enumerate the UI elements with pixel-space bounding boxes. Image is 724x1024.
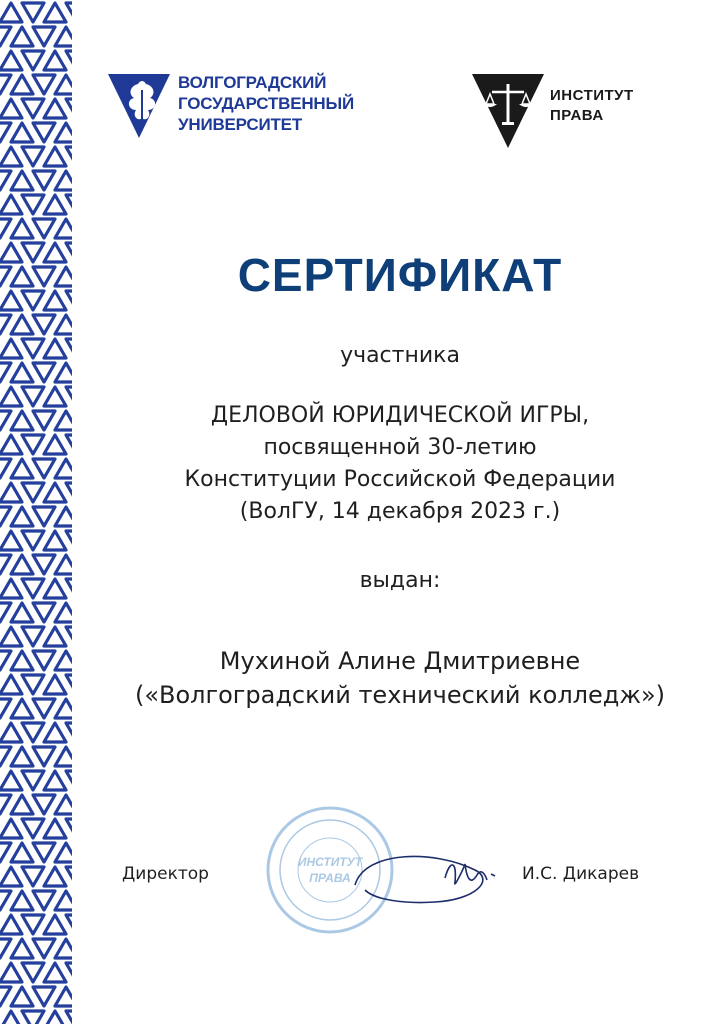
pattern-triangle	[22, 819, 44, 838]
volgsu-logo	[108, 70, 408, 142]
pattern-triangle	[66, 627, 72, 646]
pattern-triangle	[44, 963, 66, 982]
event-line: ДЕЛОВОЙ ЮРИДИЧЕСКОЙ ИГРЫ,	[210, 403, 590, 428]
svg-text:ПРАВА: ПРАВА	[309, 871, 351, 885]
pattern-triangle	[22, 579, 44, 598]
pattern-triangle	[0, 651, 11, 670]
pattern-triangle	[55, 891, 72, 910]
pattern-triangle	[0, 219, 11, 238]
pattern-triangle	[55, 411, 72, 430]
pattern-triangle	[66, 579, 72, 598]
pattern-triangle	[22, 195, 44, 214]
event-line: (ВолГУ, 14 декабря 2023 г.)	[239, 499, 561, 524]
pattern-triangle	[11, 939, 33, 958]
pattern-triangle	[0, 51, 22, 70]
pattern-triangle	[22, 867, 44, 886]
pattern-triangle	[0, 795, 11, 814]
pattern-triangle	[55, 315, 72, 334]
pattern-triangle	[44, 723, 66, 742]
pattern-triangle	[44, 291, 66, 310]
pattern-triangle	[55, 699, 72, 718]
pattern-triangle	[0, 699, 11, 718]
pattern-triangle	[22, 771, 44, 790]
pattern-triangle	[55, 75, 72, 94]
recipient	[110, 644, 690, 712]
pattern-triangle	[55, 171, 72, 190]
pattern-triangle	[33, 891, 55, 910]
pattern-triangle	[33, 75, 55, 94]
pattern-triangle	[22, 1011, 44, 1024]
pattern-triangle	[44, 867, 66, 886]
pattern-triangle	[11, 603, 33, 622]
pattern-triangle	[0, 339, 22, 358]
pattern-triangle	[33, 315, 55, 334]
pattern-triangle	[11, 795, 33, 814]
oak-leaf-logo-icon	[108, 70, 170, 138]
pattern-triangle	[44, 1011, 66, 1024]
pattern-triangle	[11, 363, 33, 382]
pattern-triangle	[55, 843, 72, 862]
pattern-triangle	[22, 675, 44, 694]
pattern-triangle	[44, 531, 66, 550]
pattern-triangle	[22, 3, 44, 22]
pattern-triangle	[0, 147, 22, 166]
pattern-triangle	[0, 483, 22, 502]
pattern-triangle	[44, 579, 66, 598]
issued-label: выдан:	[359, 568, 441, 593]
pattern-triangle	[66, 387, 72, 406]
event-line: Конституции Российской Федерации	[184, 467, 616, 492]
pattern-triangle	[33, 267, 55, 286]
pattern-triangle	[0, 291, 22, 310]
director-name: И.С. Дикарев	[522, 864, 640, 884]
pattern-triangle	[66, 963, 72, 982]
pattern-triangle	[66, 867, 72, 886]
pattern-triangle	[66, 915, 72, 934]
pattern-triangle	[33, 939, 55, 958]
pattern-triangle	[0, 75, 11, 94]
pattern-triangle	[11, 699, 33, 718]
pattern-triangle	[44, 339, 66, 358]
pattern-triangle	[44, 483, 66, 502]
pattern-triangle	[0, 363, 11, 382]
pattern-triangle	[0, 675, 22, 694]
pattern-triangle	[0, 531, 22, 550]
pattern-triangle	[0, 723, 22, 742]
university-name: ВОЛГОГРАДСКИЙ ГОСУДАРСТВЕННЫЙ УНИВЕРСИТЕТ	[178, 73, 354, 134]
pattern-triangle	[55, 651, 72, 670]
pattern-triangle	[55, 123, 72, 142]
pattern-triangle	[66, 483, 72, 502]
event-description	[110, 400, 690, 528]
pattern-triangle	[0, 387, 22, 406]
pattern-triangle	[44, 675, 66, 694]
pattern-triangle	[11, 843, 33, 862]
pattern-triangle	[11, 315, 33, 334]
handwritten-signature-icon	[345, 830, 525, 920]
pattern-triangle	[66, 1011, 72, 1024]
pattern-triangle	[22, 243, 44, 262]
pattern-triangle	[66, 435, 72, 454]
pattern-triangle	[44, 771, 66, 790]
pattern-triangle	[22, 627, 44, 646]
pattern-triangle	[22, 99, 44, 118]
pattern-triangle	[44, 819, 66, 838]
pattern-triangle	[0, 171, 11, 190]
pattern-triangle	[0, 867, 22, 886]
institute-name: ИНСТИТУТ ПРАВА	[550, 87, 634, 124]
certificate-title: СЕРТИФИКАТ	[237, 249, 563, 301]
recipient-organization: («Волгоградский технический колледж»)	[134, 681, 666, 709]
pattern-triangle	[33, 651, 55, 670]
pattern-triangle	[0, 603, 11, 622]
pattern-triangle	[66, 771, 72, 790]
pattern-triangle	[11, 891, 33, 910]
pattern-triangle	[33, 507, 55, 526]
pattern-triangle	[22, 531, 44, 550]
pattern-triangle	[0, 939, 11, 958]
pattern-triangle	[0, 963, 22, 982]
pattern-triangle	[0, 411, 11, 430]
pattern-triangle	[66, 819, 72, 838]
pattern-triangle	[11, 411, 33, 430]
pattern-triangle	[0, 747, 11, 766]
svg-text:ИНСТИТУТ: ИНСТИТУТ	[297, 855, 363, 869]
signature-block	[100, 800, 700, 940]
pattern-triangle	[33, 699, 55, 718]
pattern-triangle	[22, 483, 44, 502]
pattern-triangle	[11, 555, 33, 574]
pattern-triangle	[44, 387, 66, 406]
pattern-triangle	[33, 123, 55, 142]
pattern-triangle	[0, 555, 11, 574]
pattern-triangle	[11, 747, 33, 766]
pattern-triangle	[55, 795, 72, 814]
pattern-triangle	[22, 387, 44, 406]
pattern-triangle	[0, 987, 11, 1006]
pattern-triangle	[11, 75, 33, 94]
pattern-triangle	[33, 555, 55, 574]
pattern-triangle	[33, 603, 55, 622]
pattern-triangle	[33, 363, 55, 382]
pattern-triangle	[33, 843, 55, 862]
pattern-triangle	[0, 3, 22, 22]
pattern-triangle	[44, 915, 66, 934]
pattern-triangle	[55, 27, 72, 46]
pattern-triangle	[22, 147, 44, 166]
pattern-triangle	[22, 51, 44, 70]
pattern-triangle	[0, 1011, 22, 1024]
pattern-triangle	[66, 195, 72, 214]
pattern-triangle	[44, 195, 66, 214]
pattern-triangle	[66, 51, 72, 70]
pattern-triangle	[44, 3, 66, 22]
pattern-triangle	[11, 27, 33, 46]
pattern-triangle	[11, 459, 33, 478]
pattern-triangle	[22, 963, 44, 982]
pattern-triangle	[44, 435, 66, 454]
pattern-triangle	[0, 771, 22, 790]
pattern-triangle	[66, 723, 72, 742]
pattern-triangle	[55, 459, 72, 478]
recipient-name: Мухиной Алине Дмитриевне	[219, 647, 581, 675]
pattern-triangle	[0, 243, 22, 262]
pattern-triangle	[55, 219, 72, 238]
pattern-triangle	[0, 459, 11, 478]
pattern-triangle	[55, 603, 72, 622]
pattern-triangle	[22, 723, 44, 742]
pattern-triangle	[0, 507, 11, 526]
pattern-triangle	[11, 987, 33, 1006]
pattern-triangle	[22, 915, 44, 934]
pattern-triangle	[11, 267, 33, 286]
pattern-triangle	[0, 435, 22, 454]
pattern-triangle	[66, 531, 72, 550]
pattern-triangle	[0, 627, 22, 646]
pattern-triangle	[66, 243, 72, 262]
pattern-triangle	[33, 747, 55, 766]
pattern-triangle	[33, 27, 55, 46]
pattern-triangle	[33, 795, 55, 814]
pattern-triangle	[0, 915, 22, 934]
pattern-triangle	[44, 51, 66, 70]
law-institute-logo	[472, 72, 672, 152]
pattern-triangle	[22, 291, 44, 310]
pattern-triangle	[55, 555, 72, 574]
pattern-triangle	[33, 171, 55, 190]
pattern-triangle	[33, 411, 55, 430]
pattern-triangle	[55, 363, 72, 382]
pattern-triangle	[66, 147, 72, 166]
pattern-triangle	[0, 195, 22, 214]
event-line: посвященной 30-летию	[263, 435, 537, 460]
pattern-triangle	[0, 579, 22, 598]
pattern-triangle	[33, 219, 55, 238]
pattern-triangle	[0, 123, 11, 142]
pattern-triangle	[11, 651, 33, 670]
pattern-triangle	[11, 123, 33, 142]
pattern-triangle	[0, 819, 22, 838]
pattern-triangle	[11, 171, 33, 190]
scales-of-justice-logo-icon	[472, 72, 544, 150]
pattern-triangle	[44, 147, 66, 166]
decorative-triangle-pattern	[0, 0, 72, 1024]
pattern-triangle	[55, 267, 72, 286]
pattern-triangle	[0, 843, 11, 862]
pattern-triangle	[44, 243, 66, 262]
pattern-triangle	[11, 219, 33, 238]
pattern-triangle	[66, 3, 72, 22]
pattern-triangle	[55, 987, 72, 1006]
pattern-triangle	[0, 315, 11, 334]
pattern-triangle	[66, 675, 72, 694]
pattern-triangle	[66, 339, 72, 358]
pattern-triangle	[66, 99, 72, 118]
pattern-triangle	[0, 267, 11, 286]
pattern-triangle	[0, 99, 22, 118]
certificate-subtitle: участника	[340, 343, 460, 368]
director-label: Директор	[122, 864, 209, 884]
pattern-triangle	[66, 291, 72, 310]
pattern-triangle	[11, 507, 33, 526]
pattern-triangle	[22, 435, 44, 454]
pattern-triangle	[33, 987, 55, 1006]
pattern-triangle	[44, 99, 66, 118]
pattern-triangle	[0, 27, 11, 46]
pattern-triangle	[0, 891, 11, 910]
pattern-triangle	[44, 627, 66, 646]
pattern-triangle	[33, 459, 55, 478]
pattern-triangle	[55, 939, 72, 958]
pattern-triangle	[22, 339, 44, 358]
pattern-triangle	[55, 747, 72, 766]
pattern-triangle	[55, 507, 72, 526]
